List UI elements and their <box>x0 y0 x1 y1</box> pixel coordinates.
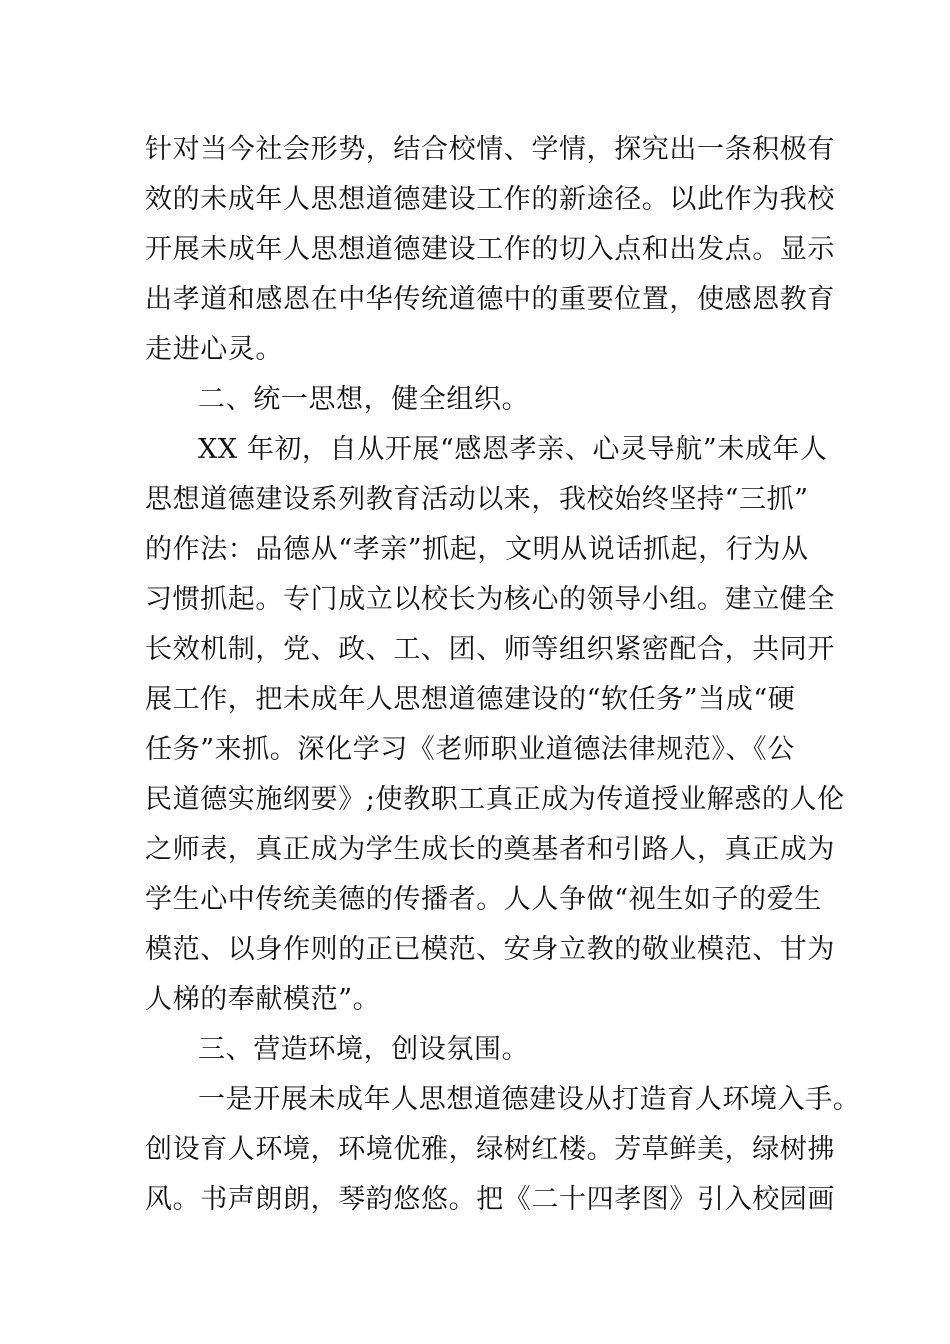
text-line: 的作法：品德从“孝亲”抓起，文明从说话抓起，行为从 <box>145 534 809 565</box>
text-line: 展工作，把未成年人思想道德建设的“软任务”当成“硬 <box>145 684 796 715</box>
text-line: 模范、以身作则的正已模范、安身立教的敬业模范、甘为 <box>145 934 835 965</box>
text-line: 习惯抓起。专门成立以校长为核心的领导小组。建立健全 <box>145 584 835 615</box>
text-line: 任务”来抓。深化学习《老师职业道德法律规范》、《公 <box>145 734 795 765</box>
text-line: 学生心中传统美德的传播者。人人争做“视生如子的爱生 <box>145 884 822 915</box>
section-heading: 三、营造环境，创设氛围。 <box>198 1034 530 1065</box>
text-line: 思想道德建设系列教育活动以来，我校始终坚持“三抓” <box>145 484 809 515</box>
text-line: 针对当今社会形势，结合校情、学情，探究出一条积极有 <box>145 134 835 165</box>
text-line: 创设育人环境，环境优雅，绿树红楼。芳草鲜美，绿树拂 <box>145 1134 835 1165</box>
text-line: 走进心灵。 <box>145 334 283 365</box>
text-line: 风。书声朗朗，琴韵悠悠。把《二十四孝图》引入校园画 <box>145 1184 835 1215</box>
text-line: 长效机制，党、政、工、团、师等组织紧密配合，共同开 <box>145 634 835 665</box>
text-line: 之师表，真正成为学生成长的奠基者和引路人，真正成为 <box>145 834 835 865</box>
text-line: 效的未成年人思想道德建设工作的新途径。以此作为我校 <box>145 184 835 215</box>
text-line: 开展未成年人思想道德建设工作的切入点和出发点。显示 <box>145 234 835 265</box>
paragraph-start-line: 一是开展未成年人思想道德建设从打造育人环境入手。 <box>198 1084 861 1115</box>
text-line: 民道德实施纲要》;使教职工真正成为传道授业解惑的人伦 <box>145 784 845 815</box>
text-line: 出孝道和感恩在中华传统道德中的重要位置，使感恩教育 <box>145 284 835 315</box>
text-line: 人梯的奉献模范”。 <box>145 984 381 1015</box>
section-heading: 二、统一思想，健全组织。 <box>198 384 530 415</box>
paragraph-start-line: XX 年初，自从开展“感恩孝亲、心灵导航”未成年人 <box>198 434 828 465</box>
